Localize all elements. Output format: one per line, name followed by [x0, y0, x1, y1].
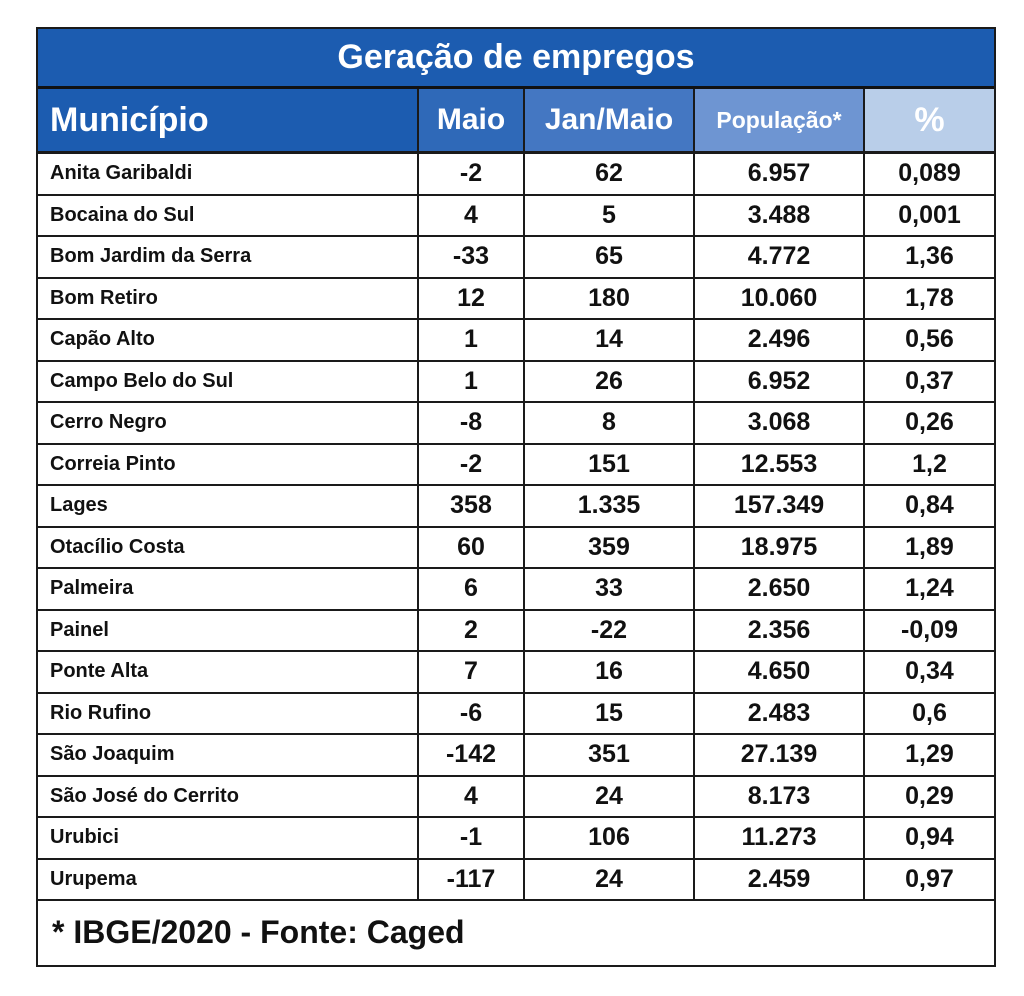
cell-populacao: 6.957 — [694, 153, 864, 195]
cell-jan-maio: 351 — [524, 734, 694, 776]
table-row — [38, 153, 994, 195]
cell-jan-maio: 15 — [524, 693, 694, 735]
cell-maio: -1 — [418, 817, 524, 859]
cell-jan-maio: 8 — [524, 402, 694, 444]
cell-jan-maio: 14 — [524, 319, 694, 361]
cell-percent: 0,34 — [864, 651, 994, 693]
header-row — [38, 89, 994, 153]
table-row — [38, 319, 994, 361]
cell-percent: 1,78 — [864, 278, 994, 320]
cell-maio: -117 — [418, 859, 524, 901]
cell-populacao: 2.356 — [694, 610, 864, 652]
cell-percent: 1,24 — [864, 568, 994, 610]
cell-percent: 1,89 — [864, 527, 994, 569]
cell-percent: 0,29 — [864, 776, 994, 818]
cell-municipio: Urupema — [38, 859, 418, 901]
cell-percent: 0,84 — [864, 485, 994, 527]
cell-maio: 358 — [418, 485, 524, 527]
table-row — [38, 527, 994, 569]
cell-percent: 0,089 — [864, 153, 994, 195]
cell-maio: 6 — [418, 568, 524, 610]
table-row — [38, 734, 994, 776]
cell-municipio: Capão Alto — [38, 319, 418, 361]
cell-jan-maio: 24 — [524, 859, 694, 901]
cell-maio: 60 — [418, 527, 524, 569]
cell-populacao: 4.650 — [694, 651, 864, 693]
cell-populacao: 27.139 — [694, 734, 864, 776]
cell-municipio: Palmeira — [38, 568, 418, 610]
table-row — [38, 402, 994, 444]
table-row — [38, 568, 994, 610]
cell-maio: -6 — [418, 693, 524, 735]
cell-municipio: Campo Belo do Sul — [38, 361, 418, 403]
table-row — [38, 610, 994, 652]
cell-populacao: 12.553 — [694, 444, 864, 486]
column-header-jan-maio: Jan/Maio — [524, 89, 694, 153]
cell-maio: -142 — [418, 734, 524, 776]
cell-populacao: 2.496 — [694, 319, 864, 361]
cell-percent: 1,29 — [864, 734, 994, 776]
table-row — [38, 195, 994, 237]
table-row — [38, 817, 994, 859]
cell-municipio: Rio Rufino — [38, 693, 418, 735]
cell-maio: 12 — [418, 278, 524, 320]
cell-percent: 0,26 — [864, 402, 994, 444]
cell-jan-maio: 24 — [524, 776, 694, 818]
cell-municipio: Lages — [38, 485, 418, 527]
cell-percent: 0,6 — [864, 693, 994, 735]
cell-jan-maio: -22 — [524, 610, 694, 652]
cell-municipio: Otacílio Costa — [38, 527, 418, 569]
cell-maio: 4 — [418, 776, 524, 818]
cell-populacao: 2.483 — [694, 693, 864, 735]
cell-municipio: São José do Cerrito — [38, 776, 418, 818]
cell-maio: -2 — [418, 153, 524, 195]
cell-populacao: 2.650 — [694, 568, 864, 610]
table-row — [38, 776, 994, 818]
cell-maio: 2 — [418, 610, 524, 652]
table-row — [38, 651, 994, 693]
cell-populacao: 3.068 — [694, 402, 864, 444]
cell-populacao: 2.459 — [694, 859, 864, 901]
cell-municipio: Cerro Negro — [38, 402, 418, 444]
cell-jan-maio: 5 — [524, 195, 694, 237]
source-note: * IBGE/2020 - Fonte: Caged — [52, 914, 465, 950]
cell-jan-maio: 62 — [524, 153, 694, 195]
table-title: Geração de empregos — [38, 29, 994, 89]
table-body — [38, 153, 994, 901]
column-header-municipio: Município — [38, 89, 418, 153]
cell-municipio: Anita Garibaldi — [38, 153, 418, 195]
cell-municipio: Bocaina do Sul — [38, 195, 418, 237]
cell-maio: 7 — [418, 651, 524, 693]
cell-jan-maio: 1.335 — [524, 485, 694, 527]
cell-jan-maio: 16 — [524, 651, 694, 693]
cell-percent: 0,97 — [864, 859, 994, 901]
cell-jan-maio: 359 — [524, 527, 694, 569]
cell-maio: 1 — [418, 361, 524, 403]
cell-populacao: 18.975 — [694, 527, 864, 569]
cell-maio: -33 — [418, 236, 524, 278]
cell-municipio: São Joaquim — [38, 734, 418, 776]
cell-maio: -8 — [418, 402, 524, 444]
table-row — [38, 361, 994, 403]
cell-populacao: 3.488 — [694, 195, 864, 237]
cell-populacao: 4.772 — [694, 236, 864, 278]
cell-municipio: Urubici — [38, 817, 418, 859]
cell-jan-maio: 106 — [524, 817, 694, 859]
column-header-maio: Maio — [418, 89, 524, 153]
cell-jan-maio: 151 — [524, 444, 694, 486]
cell-percent: 0,37 — [864, 361, 994, 403]
cell-maio: 1 — [418, 319, 524, 361]
cell-populacao: 8.173 — [694, 776, 864, 818]
cell-jan-maio: 26 — [524, 361, 694, 403]
cell-populacao: 10.060 — [694, 278, 864, 320]
cell-percent: 0,56 — [864, 319, 994, 361]
cell-percent: -0,09 — [864, 610, 994, 652]
cell-maio: -2 — [418, 444, 524, 486]
cell-populacao: 157.349 — [694, 485, 864, 527]
employment-table-card — [36, 27, 996, 967]
cell-jan-maio: 65 — [524, 236, 694, 278]
cell-maio: 4 — [418, 195, 524, 237]
cell-jan-maio: 33 — [524, 568, 694, 610]
cell-percent: 1,2 — [864, 444, 994, 486]
cell-municipio: Correia Pinto — [38, 444, 418, 486]
cell-municipio: Ponte Alta — [38, 651, 418, 693]
cell-jan-maio: 180 — [524, 278, 694, 320]
cell-percent: 1,36 — [864, 236, 994, 278]
cell-municipio: Bom Jardim da Serra — [38, 236, 418, 278]
column-header-populacao: População* — [694, 89, 864, 153]
table-row — [38, 444, 994, 486]
table-row — [38, 859, 994, 901]
cell-populacao: 6.952 — [694, 361, 864, 403]
cell-percent: 0,94 — [864, 817, 994, 859]
table-row — [38, 278, 994, 320]
cell-municipio: Bom Retiro — [38, 278, 418, 320]
employment-table — [38, 89, 994, 901]
cell-populacao: 11.273 — [694, 817, 864, 859]
table-row — [38, 236, 994, 278]
cell-municipio: Painel — [38, 610, 418, 652]
cell-percent: 0,001 — [864, 195, 994, 237]
column-header-percent: % — [864, 89, 994, 153]
table-row — [38, 485, 994, 527]
table-row — [38, 693, 994, 735]
